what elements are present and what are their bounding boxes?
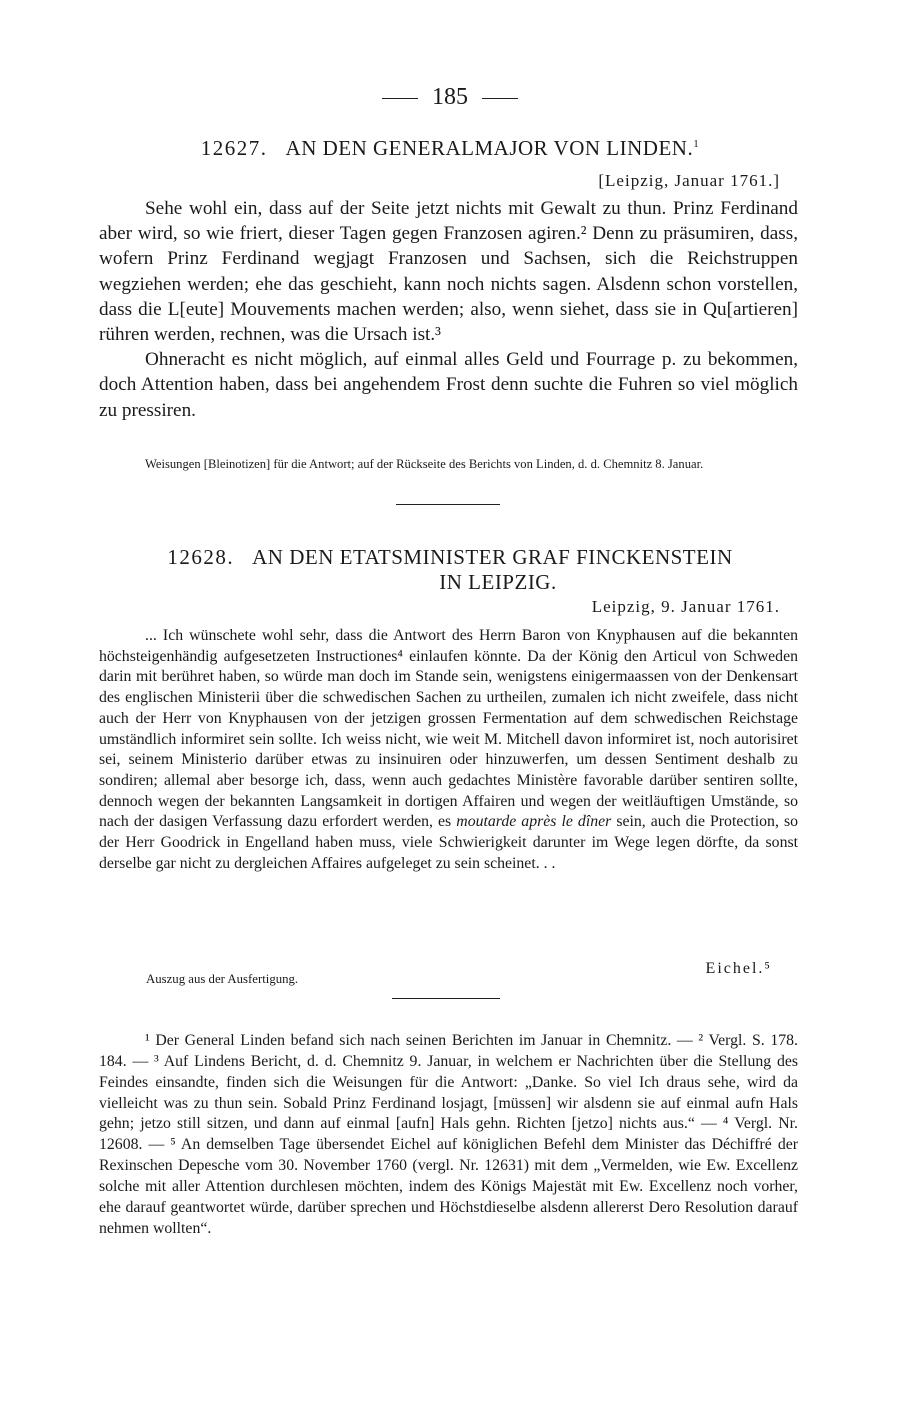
doc2-heading-line-1 (0, 545, 900, 570)
section-divider-2 (392, 998, 500, 999)
doc2-dateline: Leipzig, 9. Januar 1761. (591, 597, 780, 616)
doc2-number: 12628. (167, 545, 235, 569)
doc2-signature: Eichel.⁵ (705, 960, 772, 977)
footnotes (99, 1031, 798, 1239)
doc1-source-note (99, 456, 798, 473)
doc1-title-footnote-mark: 1 (693, 138, 700, 150)
doc2-title-line-1: AN DEN ETATSMINISTER GRAF FINCKENSTEIN (252, 545, 733, 569)
footnotes-text: ¹ Der General Linden befand sich nach seinen Berichten im Januar in Chemnitz. — ² Vergl. S. 178. 184. — ³ Auf Lindens Bericht, d. d. Chemnitz 9. Januar, in welchem er Nachrichten über die Stellung des Feindes einsandte, finden sich die Weisungen für die Antwort: „Danke. So viel Ich draus sehe, wird da vielleicht was zu thun sein. Sobald Prinz Ferdinand losjagt, [müssen] wir alsdenn sie auf einmal aufn Hals gehn; jetzo still sitzen, und dann auf einmal [aufn] Hals gehn. Richten [jetzo] nichts aus.“ — ⁴ Vergl. Nr. 12608. — ⁵ An demselben Tage übersendet Eichel auf königlichen Befehl dem Minister das Déchiffré der Rexinschen Depesche vom 30. November 1760 (vergl. Nr. 12631) mit dem „Vermelden, wie Ew. Excellenz solche mit aller Attention durchlesen möchten, indem des Königs Majestät mit Ew. Excellenz noch vorher, ehe darauf geantwortet würde, darüber sprechen und Höchstdieselbe alsdenn allererst Dero Resolution darauf nehmen wollten“. (99, 1032, 798, 1237)
section-divider-1 (396, 504, 500, 505)
doc2-italic-phrase: moutarde après le dîner (456, 813, 612, 831)
doc1-body (99, 196, 798, 423)
page-number: 185 (432, 84, 468, 110)
doc1-paragraph-1: Sehe wohl ein, dass auf der Seite jetzt nichts mit Gewalt zu thun. Prinz Ferdinand aber wird, so wie friert, dieser Tagen gegen Franzosen agiren.² Denn zu präsumiren, dass, wofern Prinz Ferdinand wegjagt Franzosen und Sachsen, sich die Reichstruppen wegziehen werden; ehe das geschieht, kann noch nichts sagen. Alsdenn schon vorstellen, dass die L[eute] Mouvements machen werden; also, wenn siehet, dass sie in Qu[artieren] rühren werden, rechnen, was die Ursach ist.³ (99, 198, 798, 346)
header-dash-left (382, 98, 418, 99)
doc1-dateline: [Leipzig, Januar 1761.] (598, 171, 780, 190)
doc2-title-line-2: IN LEIPZIG. (439, 570, 557, 594)
doc2-heading-line-2 (48, 570, 900, 595)
doc1-heading (0, 136, 900, 161)
doc1-paragraph-2: Ohneracht es nicht möglich, auf einmal alles Geld und Fourrage p. zu bekommen, doch Attention haben, dass bei angehendem Frost denn suchte die Fuhren so viel möglich zu pressiren. (99, 349, 798, 421)
page-header (0, 84, 900, 111)
header-dash-right (482, 98, 518, 99)
doc1-number: 12627. (200, 136, 268, 160)
doc2-paragraph (99, 626, 798, 874)
doc2-text-after-italic: sein, auch die Protection, so der Herr Goodrick in Engelland haben muss, viele Schwierigkeit darunter im Wege legen dörfte, da sonst derselbe gar nicht zu dergleichen Affaires aufgeleget zu sein scheinet. . . (99, 813, 798, 872)
doc2-source-note: Auszug aus der Ausfertigung. (146, 972, 299, 986)
doc2-body (99, 626, 798, 874)
doc1-source-note-text: Weisungen [Bleinotizen] für die Antwort; auf der Rückseite des Berichts von Linden, d. d. Chemnitz 8. Januar. (145, 457, 704, 471)
doc1-title: AN DEN GENERALMAJOR VON LINDEN. (285, 136, 694, 160)
doc2-text-before-italic: ... Ich wünschete wohl sehr, dass die Antwort des Herrn Baron von Knyphausen auf die bekannten höchsteigenhändig aufgesetzeten Instructiones⁴ einlaufen könnte. Da der König den Articul von Schweden darin mit berühret haben, so würde man doch im Stande sein, wenigstens einigermaassen von der Denkensart des englischen Ministerii über die schwedischen Sachen zu urtheilen, zumalen ich nicht zweifele, dass nicht auch der Herr von Knyphausen von der jetzigen grossen Fermentation auf dem schwedischen Reichstage umständlich informiret sein sollte. Ich weiss nicht, wie weit M. Mitchell davon informiret ist, noch autorisiret sei, seinem Ministerio darüber etwas zu insinuiren oder hinzuwerfen, um dessen Sentiment deshalb zu sondiren; allemal aber besorge ich, dass, wenn auch gedachtes Ministère favorable darüber sentiren sollte, dennoch wegen der bekannten Langsamkeit in dortigen Affairen und wegen der weitläuftigen Umstände, so nach der dasigen Verfassung dazu erfordert werden, es (99, 627, 798, 831)
